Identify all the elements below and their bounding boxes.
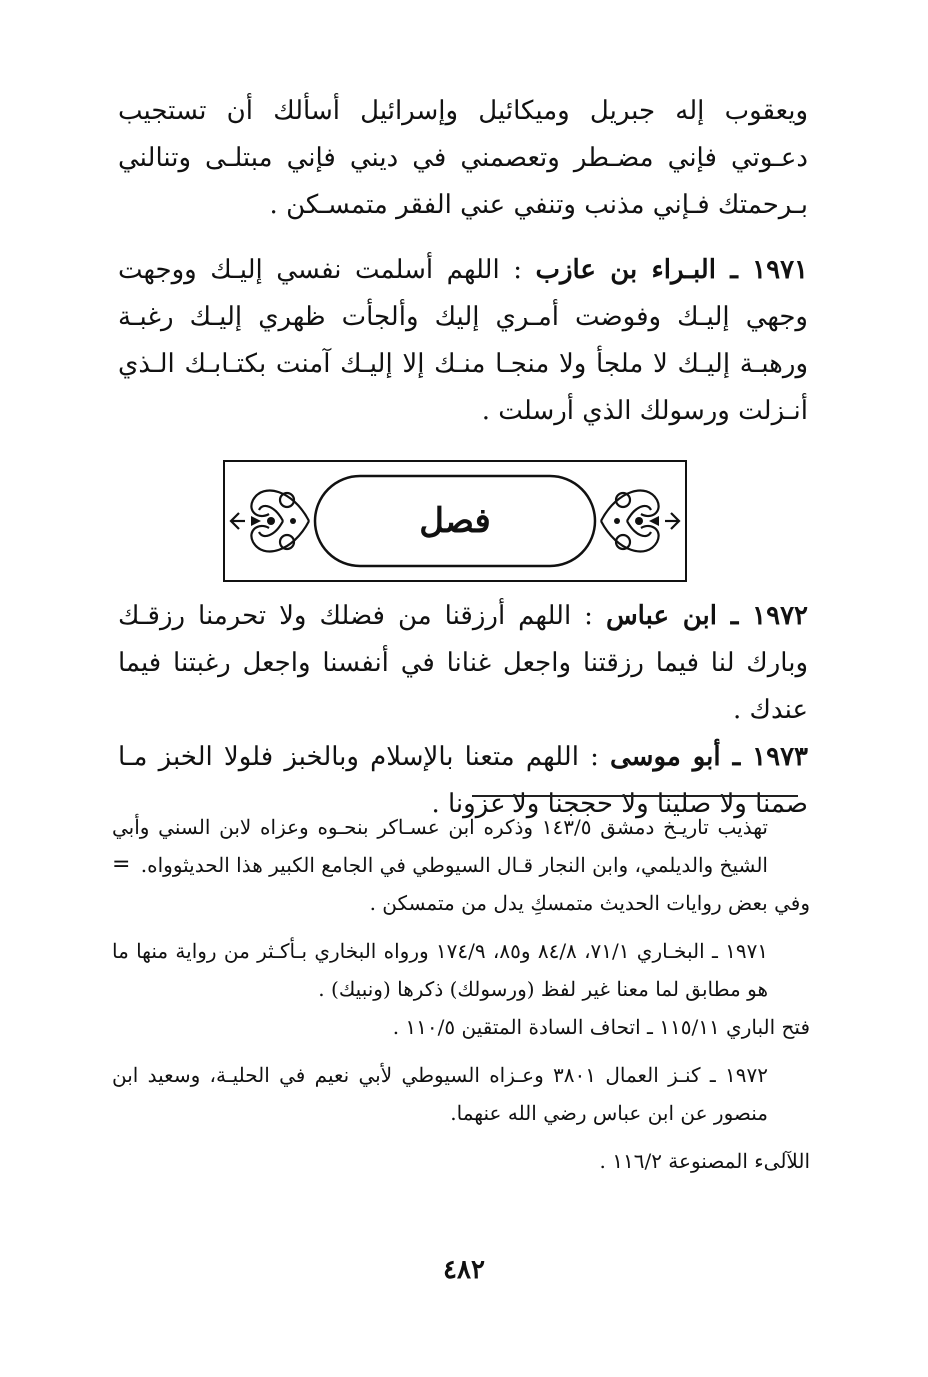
hadith-1971 — [118, 247, 808, 435]
footnote-line: وفي بعض روايات الحديث متمسكِ يدل من متمسكن . — [369, 891, 810, 915]
main-text-2 — [118, 593, 808, 828]
footnote-line: تهذيب تاريـخ دمشق ١٤٣/٥ وذكره ابن عسـاكر بنحـوه وعزاه لابن السني وأبي الشيخ والديلمي، وابن النجار قـال السيوطي في الجامع الكبير هذا الحديثوواه. — [112, 815, 769, 877]
hadith-1973-text: : اللهم متعنا بالإسلام وبالخبز فلولا الخبز مـا صمنا ولا صلينا ولا حججنا ولا غزونا . — [118, 742, 808, 819]
hadith-1972-text: : اللهم أرزقنا من فضلك ولا تحرمنا رزقـك وبارك لنا فيما رزقتنا واجعل غنانا في أنفسنا واجعل رغبتنا فيما عندك . — [118, 601, 808, 725]
hadith-1971-text: : اللهم أسلمت نفسي إليـك ووجهت وجهي إليـك وفوضت أمـري إليك وألجأت ظهري إليـك رغبـة ورهبـة إليـك لا ملجأ ولا منجـا منـك إلا إليـك آمنت بكتـابـك الـذي أنـزلت ورسولك الذي أرسلت . — [118, 255, 808, 426]
page-number: ٤٨٢ — [443, 1255, 485, 1285]
paragraph-continuation: ويعقوب إله جبريل وميكائيل وإسرائيل أسألك أن تستجيب دعـوتي فإني مضـطر وتعصمني في ديني فإني مبتلـى وتنالني بـرحمتك فـإني مذنب وتنفي عني الفقر متمسـكن . — [118, 96, 808, 220]
footnote-1971: ١٩٧١ ـ البخـاري ٧١/١، ٨٤/٨ و٨٥، ١٧٤/٩ ورواه البخاري بـأكـثر من رواية منها ما هو مطابق لما معنا غير لفظ (ورسولك) ذكرها (ونبيك) . — [112, 939, 769, 1001]
hadith-1972 — [118, 593, 808, 734]
footnote-line: اللآلىء المصنوعة ١١٦/٢ . — [599, 1149, 810, 1173]
footnote-line: فتح الباري ١١٥/١١ ـ اتحاف السادة المتقين ١١٠/٥ . — [392, 1015, 810, 1039]
footnote-1972: ١٩٧٢ ـ كنـز العمال ٣٨٠١ وعـزاه السيوطي لأبي نعيم في الحليـة، وسعيد ابن منصور عن ابن عباس رضي الله عنهما. — [112, 1063, 768, 1125]
section-title: فصل — [419, 501, 491, 541]
footnote-divider — [472, 795, 798, 797]
footnotes — [112, 808, 810, 1180]
section-banner — [223, 460, 687, 582]
hadith-1971-head: ١٩٧١ ـ البـراء بن عازب — [535, 255, 808, 285]
hadith-1972-head: ١٩٧٢ ـ ابن عباس — [605, 601, 808, 631]
continuation-mark: = — [112, 852, 131, 877]
hadith-1973-head: ١٩٧٣ ـ أبو موسى — [609, 742, 808, 772]
main-text — [118, 88, 808, 435]
